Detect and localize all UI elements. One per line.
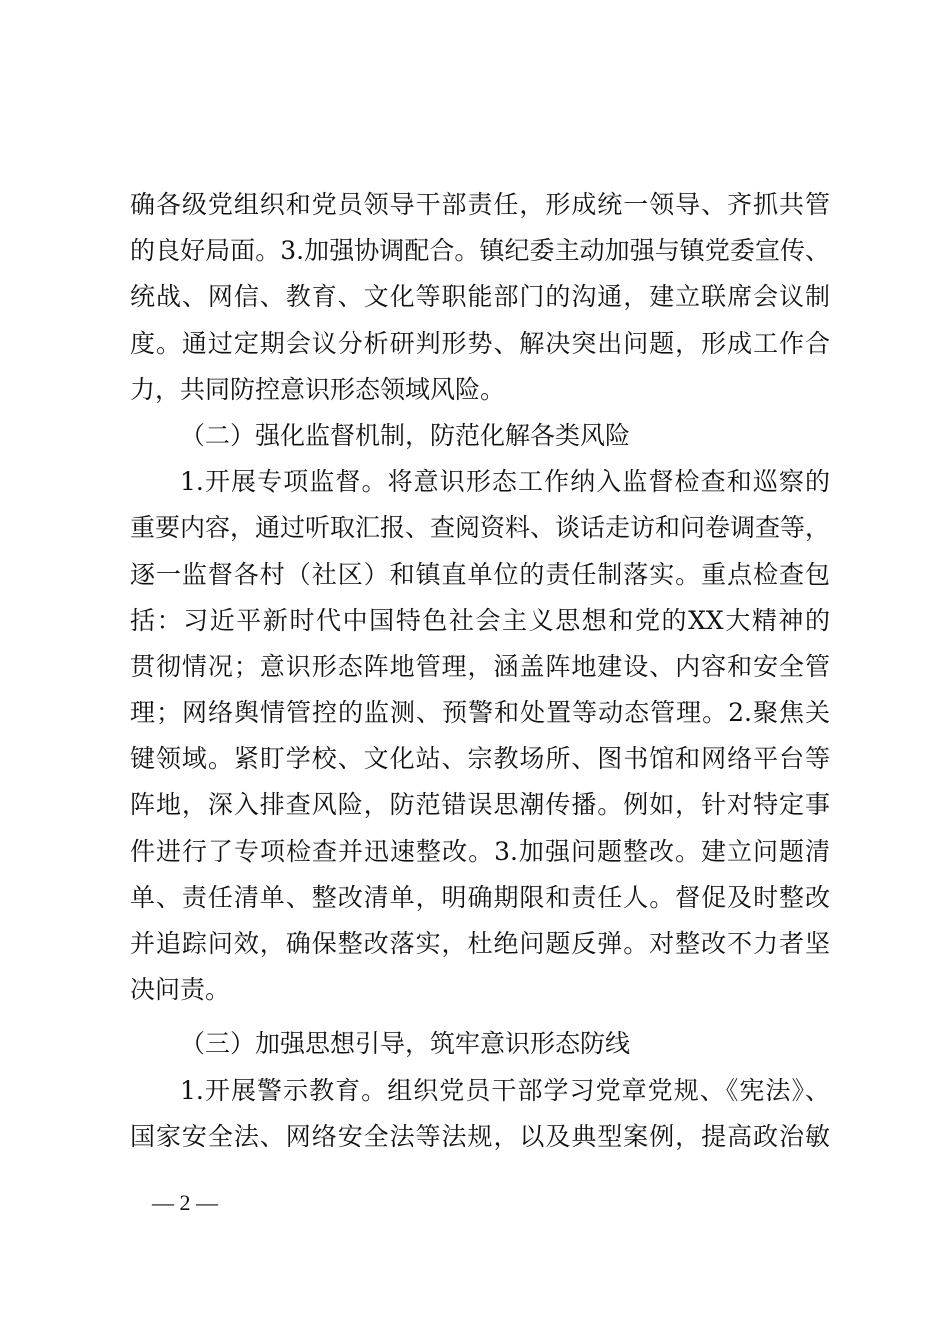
text-line: 理；网络舆情管控的监测、预警和处置等动态管理。2.聚焦关 [130, 698, 830, 728]
section-heading: （二）强化监督机制，防范化解各类风险 [180, 420, 631, 450]
page-number: — 2 — [152, 1190, 218, 1215]
text-line: 统战、网信、教育、文化等职能部门的沟通，建立联席会议制 [130, 282, 830, 312]
text-line: 件进行了专项检查并迅速整改。3.加强问题整改。建立问题清 [130, 836, 830, 866]
text-line: 度。通过定期会议分析研判形势、解决突出问题，形成工作合 [130, 328, 830, 358]
text-line: 确各级党组织和党员领导干部责任，形成统一领导、齐抓共管 [130, 190, 830, 219]
section-heading: （三）加强思想引导，筑牢意识形态防线 [180, 1029, 631, 1059]
text-line: 逐一监督各村（社区）和镇直单位的责任制落实。重点检查包 [130, 559, 830, 589]
text-line: 键领域。紧盯学校、文化站、宗教场所、图书馆和网络平台等 [130, 744, 830, 774]
body-text [130, 182, 830, 1160]
text-line: 并追踪问效，确保整改落实，杜绝问题反弹。对整改不力者坚 [130, 929, 830, 958]
text-line: 单、责任清单、整改清单，明确期限和责任人。督促及时整改 [130, 882, 830, 912]
text-line: 括：习近平新时代中国特色社会主义思想和党的XX大精神的 [130, 605, 830, 635]
text-line: 1.开展警示教育。组织党员干部学习党章党规、《宪法》、 [180, 1075, 830, 1105]
text-line: 1.开展专项监督。将意识形态工作纳入监督检查和巡察的 [180, 467, 830, 497]
text-line: 贯彻情况；意识形态阵地管理，涵盖阵地建设、内容和安全管 [130, 651, 830, 681]
text-line: 的良好局面。3.加强协调配合。镇纪委主动加强与镇党委宣传、 [130, 236, 830, 266]
text-line: 重要内容，通过听取汇报、查阅资料、谈话走访和问卷调查等， [130, 513, 830, 543]
text-line: 决问责。 [130, 975, 231, 1005]
text-line: 力，共同防控意识形态领域风险。 [130, 374, 506, 404]
text-line: 阵地，深入排查风险，防范错误思潮传播。例如，针对特定事 [130, 790, 830, 820]
text-line: 国家安全法、网络安全法等法规，以及典型案例，提高政治敏 [130, 1121, 830, 1151]
